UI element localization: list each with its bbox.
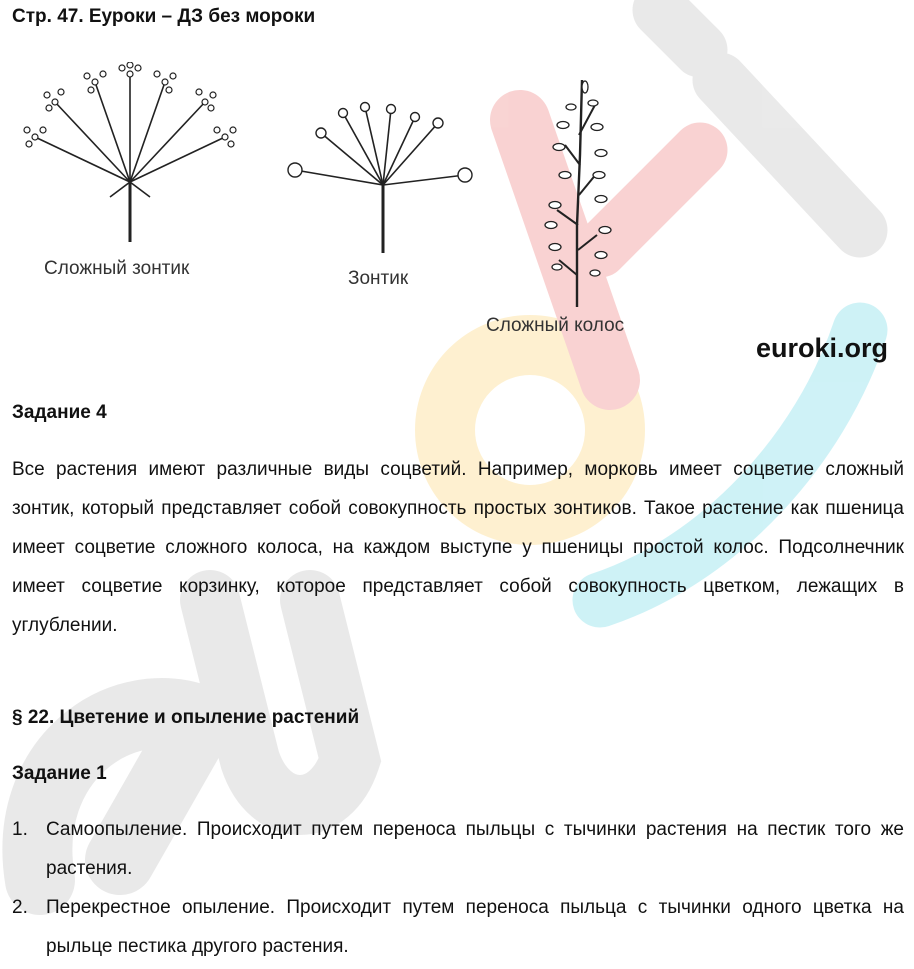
list-item <box>12 888 904 966</box>
list-item-text: Самоопыление. Происходит путем переноса пыльцы с тычинки растения на пестик того же растения. <box>46 819 904 879</box>
section-heading: § 22. Цветение и опыление растений <box>12 707 360 728</box>
umbel-illustration <box>283 95 483 255</box>
list-item-text: Перекрестное опыление. Происходит путем переноса пыльца с тычинки одного цветка на рыльце пестика другого растения. <box>46 897 904 957</box>
compound-spike-illustration <box>535 75 625 310</box>
task4-heading: Задание 4 <box>12 402 107 423</box>
list-item-number: 2. <box>12 897 28 918</box>
compound-umbel-illustration <box>15 62 245 252</box>
caption-compound-umbel: Сложный зонтик <box>44 258 190 279</box>
page-title: Стр. 47. Еуроки – ДЗ без мороки <box>12 6 316 27</box>
site-label: euroki.org <box>755 333 888 363</box>
list-item-number: 1. <box>12 819 28 840</box>
task1-list <box>12 810 904 966</box>
caption-umbel: Зонтик <box>348 268 409 289</box>
task1-heading: Задание 1 <box>12 763 107 784</box>
caption-compound-spike: Сложный колос <box>486 315 625 336</box>
list-item <box>12 810 904 888</box>
task4-text: Все растения имеют различные виды соцветий. Например, морковь имеет соцветие сложный зонтик, который представляет собой совокупность простых зонтиков. Такое растение как пшеница имеет соцветие сложного колоса, на каждом выступе у пшеницы простой колос. Подсолнечник имеет соцветие корзинку, которое представляет собой совокупность цветком, лежащих в углублении. <box>12 459 904 636</box>
